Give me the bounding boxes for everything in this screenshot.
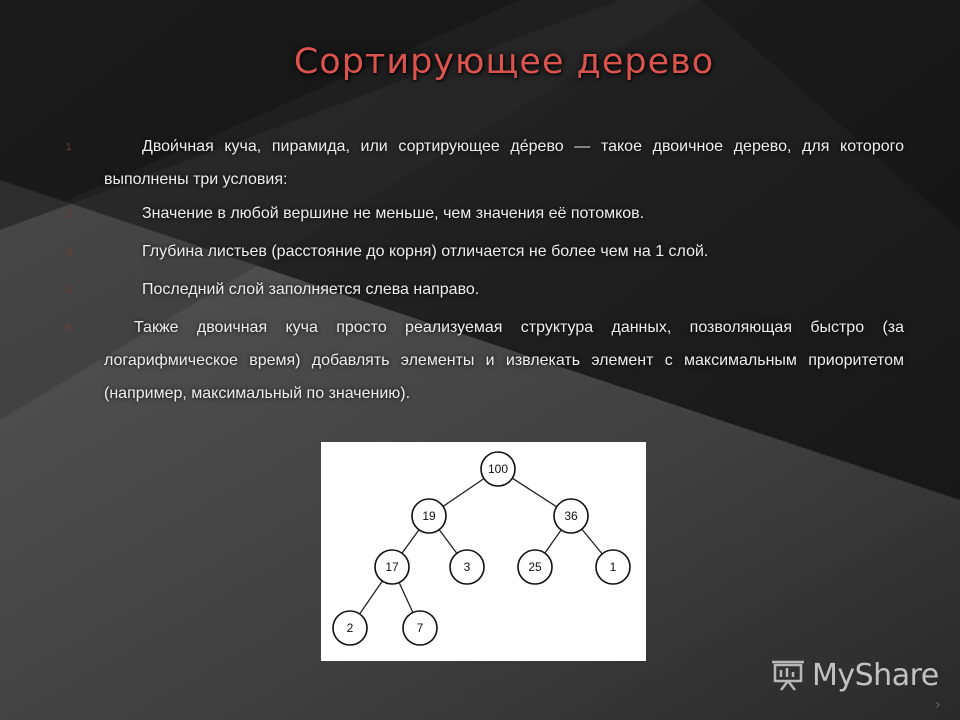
- tree-node-label: 100: [487, 462, 509, 476]
- item-number: 5: [66, 323, 72, 334]
- binary-heap-tree: [321, 442, 646, 661]
- watermark: [770, 655, 939, 695]
- tree-node: [333, 611, 367, 645]
- tree-node: [518, 550, 552, 584]
- item-text: Также двоичная куча просто реализуемая структура данных, позволяющая быстро (за логарифмическое время) добавлять элементы и извлекать элемент с максимальным приоритетом (например, максимальный по значению).: [104, 319, 904, 402]
- item-text: Двои́чная куча, пирамида, или сортирующее де́рево — такое двоичное дерево, для которого выполнены три условия:: [104, 138, 904, 188]
- tree-node-label: 1: [609, 560, 617, 574]
- tree-node: [596, 550, 630, 584]
- tree-node-label: 25: [528, 560, 542, 574]
- item-number: 3: [66, 247, 72, 258]
- tree-node-label: 36: [564, 509, 578, 523]
- item-number: 2: [66, 209, 72, 220]
- tree-node: [375, 550, 409, 584]
- tree-node-label: 3: [463, 560, 471, 574]
- watermark-text: MyShare: [812, 657, 939, 693]
- item-text: Значение в любой вершине не меньше, чем значения её потомков.: [142, 205, 645, 222]
- tree-node: [403, 611, 437, 645]
- presentation-board-icon: [770, 658, 806, 692]
- item-text: Глубина листьев (расстояние до корня) отличается не более чем на 1 слой.: [142, 243, 709, 260]
- next-slide-chevron-icon[interactable]: ›: [935, 697, 941, 713]
- item-number: 1: [66, 142, 72, 153]
- tree-node-label: 7: [416, 621, 424, 635]
- tree-node-label: 2: [346, 621, 354, 635]
- tree-node: [554, 499, 588, 533]
- tree-node: [412, 499, 446, 533]
- binary-heap-figure: [321, 442, 646, 661]
- slide-title: Сортирующее дерево: [293, 42, 715, 82]
- tree-node: [450, 550, 484, 584]
- tree-node-label: 17: [385, 560, 399, 574]
- tree-node-label: 19: [422, 509, 436, 523]
- tree-node: [481, 452, 515, 486]
- item-number: 4: [66, 285, 72, 296]
- item-text: Последний слой заполняется слева направо.: [142, 281, 480, 298]
